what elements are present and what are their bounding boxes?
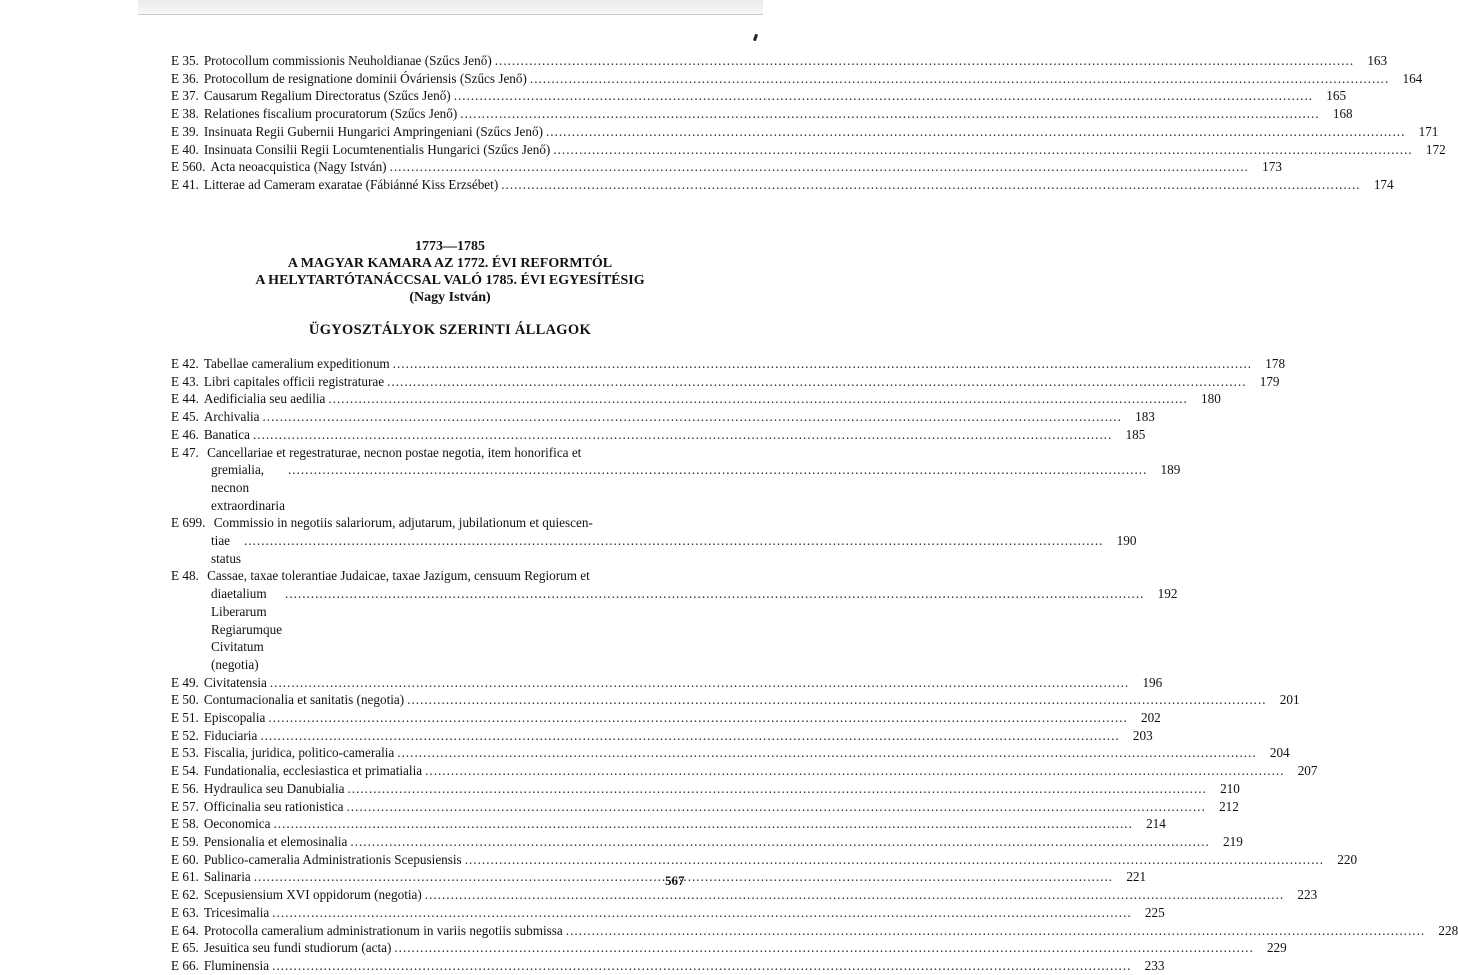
entry-code: E 59.	[171, 833, 199, 849]
leader-dots	[566, 922, 1425, 940]
contents-list-main	[171, 355, 1458, 975]
toc-entry	[171, 390, 1221, 408]
leader-dots	[530, 70, 1389, 88]
toc-entry-continuation	[171, 532, 1137, 567]
toc-entry	[171, 514, 1137, 567]
entry-title: Oeconomica	[203, 816, 271, 832]
toc-entry-continuation	[171, 585, 1178, 674]
entry-page: 207	[1297, 763, 1318, 779]
entry-code: E 66.	[171, 957, 199, 973]
entry-title: Fluminensia	[203, 957, 270, 973]
entry-code: E 49.	[171, 674, 199, 690]
entry-title: Litterae ad Cameram exaratae (Fábiánné Kiss Erzsébet)	[203, 176, 499, 192]
entry-title: Tricesimalia	[203, 904, 270, 920]
entry-code: E 56.	[171, 780, 199, 796]
toc-entry	[171, 886, 1318, 904]
entry-code: E 40.	[171, 141, 199, 157]
entry-title: Publico-cameralia Administrationis Scepusiensis	[203, 851, 462, 867]
toc-entry	[171, 426, 1146, 444]
entry-code: E 699.	[171, 515, 206, 531]
leader-dots	[273, 815, 1132, 833]
entry-code: E 57.	[171, 798, 199, 814]
toc-entry	[171, 691, 1300, 709]
leader-dots	[285, 585, 1144, 603]
entry-code: E 65.	[171, 940, 199, 956]
toc-entry	[171, 780, 1240, 798]
leader-dots	[268, 709, 1127, 727]
entry-title: Relationes fiscalium procuratorum (Szűcs Jenő)	[203, 106, 458, 122]
leader-dots	[260, 727, 1119, 745]
section-heading: ÜGYOSZTÁLYOK SZERINTI ÁLLAGOK	[308, 322, 592, 338]
entry-page: 185	[1125, 426, 1146, 442]
entry-page: 212	[1219, 798, 1239, 814]
period-heading: 1773—1785	[415, 239, 485, 254]
entry-page: 204	[1269, 745, 1290, 761]
toc-entry	[171, 355, 1286, 373]
entry-code: E 45.	[171, 409, 199, 425]
toc-entry	[171, 444, 1181, 515]
leader-dots	[350, 833, 1209, 851]
entry-page: 210	[1220, 780, 1240, 796]
entry-code: E 51.	[171, 710, 199, 726]
entry-title-continued: tiae status	[211, 533, 242, 566]
toc-entry	[171, 141, 1446, 159]
leader-dots	[425, 762, 1284, 780]
entry-title: Officinalia seu rationistica	[203, 798, 344, 814]
leader-dots	[460, 105, 1319, 123]
toc-entry	[171, 957, 1165, 975]
toc-entry	[171, 158, 1282, 176]
toc-entry	[171, 176, 1394, 194]
entry-page: 183	[1135, 409, 1155, 425]
entry-page: 171	[1418, 123, 1439, 139]
entry-page: 233	[1144, 957, 1165, 973]
leader-dots	[347, 780, 1206, 798]
toc-entry	[171, 815, 1166, 833]
entry-page: 173	[1262, 159, 1282, 175]
leader-dots	[454, 87, 1313, 105]
toc-entry	[171, 922, 1458, 940]
entry-page: 178	[1265, 356, 1286, 371]
entry-title: Insinuata Consilii Regii Locumtenentialis Hungarici (Szűcs Jenő)	[203, 141, 551, 157]
leader-dots	[394, 939, 1253, 957]
entry-page: 223	[1297, 887, 1318, 903]
entry-code: E 61.	[171, 869, 199, 885]
entry-title: Episcopalia	[203, 710, 266, 726]
leader-dots	[288, 461, 1147, 479]
entry-title: Aedificialia seu aedilia	[203, 391, 326, 407]
entry-page: 163	[1367, 53, 1388, 68]
toc-entry	[171, 744, 1290, 762]
entry-page: 179	[1259, 373, 1280, 389]
toc-entry	[171, 833, 1243, 851]
entry-code: E 52.	[171, 727, 199, 743]
toc-entry	[171, 904, 1165, 922]
leader-dots	[501, 176, 1360, 194]
scan-top-edge	[138, 0, 763, 15]
entry-page: 164	[1402, 70, 1423, 86]
toc-entry-continuation	[171, 461, 1181, 514]
toc-entry	[171, 851, 1358, 869]
chapter-title-line2: A HELYTARTÓTANÁCCSAL VALÓ 1785. ÉVI EGYESÍTÉSIG	[255, 273, 645, 288]
leader-dots	[397, 744, 1256, 762]
entry-page: 219	[1223, 833, 1243, 849]
entry-title: Fundationalia, ecclesiastica et primatialia	[203, 763, 423, 779]
entry-title: Archivalia	[203, 409, 260, 425]
entry-title: Banatica	[203, 426, 250, 442]
chapter-author: (Nagy István)	[409, 290, 491, 305]
entry-code: E 54.	[171, 763, 199, 779]
entry-code: E 53.	[171, 745, 199, 761]
toc-entry	[171, 123, 1439, 141]
entry-code: E 35.	[171, 53, 199, 68]
entry-code: E 58.	[171, 816, 199, 832]
entry-title: Insinuata Regii Gubernii Hungarici Ampringeniani (Szűcs Jenő)	[203, 123, 543, 139]
entry-title: Cassae, taxae tolerantiae Judaicae, taxae Jazigum, censuum Regiorum et	[207, 568, 590, 584]
entry-page: 172	[1425, 141, 1446, 157]
entry-title: Protocolla cameralium administrationum in variis negotiis submissa	[203, 922, 563, 938]
toc-entry	[171, 868, 1147, 886]
entry-code: E 42.	[171, 356, 199, 371]
entry-code: E 560.	[171, 159, 206, 175]
entry-title: Contumacionalia et sanitatis (negotia)	[203, 692, 405, 708]
entry-page: 221	[1126, 869, 1147, 885]
entry-title: Pensionalia et elemosinalia	[203, 833, 348, 849]
leader-dots	[244, 532, 1103, 550]
page-number: 567	[665, 873, 685, 888]
entry-title: Hydraulica seu Danubialia	[203, 780, 345, 796]
entry-page: 192	[1157, 586, 1178, 602]
entry-page: 220	[1337, 851, 1358, 867]
entry-code: E 41.	[171, 176, 199, 192]
entry-page: 229	[1266, 940, 1287, 956]
entry-code: E 48.	[171, 568, 199, 584]
entry-page: 196	[1142, 674, 1163, 690]
toc-entry	[171, 939, 1287, 957]
leader-dots	[272, 904, 1131, 922]
entry-title: Protocollum de resignatione dominii Óváriensis (Szűcs Jenő)	[203, 70, 527, 86]
entry-code: E 37.	[171, 88, 199, 104]
toc-entry	[171, 70, 1423, 88]
entry-code: E 44.	[171, 391, 199, 407]
entry-page: 174	[1373, 176, 1394, 192]
entry-title-continued: gremialia, necnon extraordinaria	[211, 462, 285, 513]
toc-entry	[171, 762, 1318, 780]
leader-dots	[270, 674, 1129, 692]
entry-title: Cancellariae et regestraturae, necnon postae negotia, item honorifica et	[207, 444, 582, 460]
entry-page: 225	[1144, 904, 1165, 920]
entry-title: Libri capitales officii registraturae	[203, 373, 385, 389]
entry-title: Jesuitica seu fundi studiorum (acta)	[203, 940, 392, 956]
leader-dots	[495, 52, 1354, 70]
contents-list-top	[171, 52, 1446, 194]
entry-code: E 47.	[171, 444, 199, 460]
entry-page: 228	[1438, 922, 1458, 938]
toc-entry	[171, 674, 1163, 692]
ink-speck	[753, 34, 758, 42]
leader-dots	[407, 691, 1266, 709]
entry-code: E 50.	[171, 692, 199, 708]
entry-code: E 39.	[171, 123, 199, 139]
entry-page: 190	[1116, 533, 1137, 549]
entry-page: 203	[1132, 727, 1153, 743]
leader-dots	[387, 373, 1246, 391]
entry-title-continued: diaetalium Liberarum Regiarumque Civitatum (negotia)	[211, 586, 283, 672]
entry-title: Salinaria	[203, 869, 251, 885]
leader-dots	[328, 390, 1187, 408]
entry-code: E 36.	[171, 70, 199, 86]
toc-entry-first-line	[171, 567, 691, 585]
entry-page: 168	[1332, 106, 1353, 122]
toc-entry	[171, 373, 1280, 391]
toc-entry	[171, 567, 1178, 673]
entry-code: E 38.	[171, 106, 199, 122]
entry-title: Civitatensia	[203, 674, 267, 690]
entry-page: 214	[1146, 816, 1166, 832]
entry-title: Acta neoacquistica (Nagy István)	[210, 159, 387, 175]
leader-dots	[465, 851, 1324, 869]
toc-entry	[171, 727, 1153, 745]
leader-dots	[553, 141, 1412, 159]
toc-entry	[171, 709, 1161, 727]
entry-page: 202	[1140, 710, 1161, 726]
leader-dots	[390, 158, 1249, 176]
toc-entry-first-line	[171, 444, 691, 462]
entry-code: E 62.	[171, 887, 199, 903]
entry-code: E 60.	[171, 851, 199, 867]
entry-code: E 63.	[171, 904, 199, 920]
entry-title: Fiduciaria	[203, 727, 258, 743]
leader-dots	[346, 798, 1205, 816]
leader-dots	[393, 355, 1252, 373]
toc-entry	[171, 52, 1388, 70]
entry-page: 180	[1201, 391, 1221, 407]
entry-title: Scepusiensium XVI oppidorum (negotia)	[203, 887, 422, 903]
leader-dots	[272, 957, 1131, 975]
entry-title: Causarum Regalium Directoratus (Szűcs Jenő)	[203, 88, 451, 104]
entry-title: Commissio in negotiis salariorum, adjutarum, jubilationum et quiescen-	[213, 515, 593, 531]
leader-dots	[546, 123, 1405, 141]
entry-code: E 64.	[171, 922, 199, 938]
entry-code: E 43.	[171, 373, 199, 389]
entry-page: 189	[1160, 462, 1181, 478]
leader-dots	[263, 408, 1122, 426]
entry-title: Protocollum commissionis Neuholdianae (Szűcs Jenő)	[203, 53, 492, 68]
toc-entry-first-line	[171, 514, 691, 532]
entry-title: Fiscalia, juridica, politico-cameralia	[203, 745, 395, 761]
toc-entry	[171, 105, 1353, 123]
entry-page: 165	[1326, 88, 1347, 104]
toc-entry	[171, 798, 1239, 816]
entry-title: Tabellae cameralium expeditionum	[203, 356, 390, 371]
entry-code: E 46.	[171, 426, 199, 442]
toc-entry	[171, 87, 1347, 105]
entry-page: 201	[1279, 692, 1300, 708]
leader-dots	[253, 426, 1112, 444]
chapter-title-line1: A MAGYAR KAMARA AZ 1772. ÉVI REFORMTÓL	[287, 256, 613, 271]
leader-dots	[425, 886, 1284, 904]
toc-entry	[171, 408, 1155, 426]
